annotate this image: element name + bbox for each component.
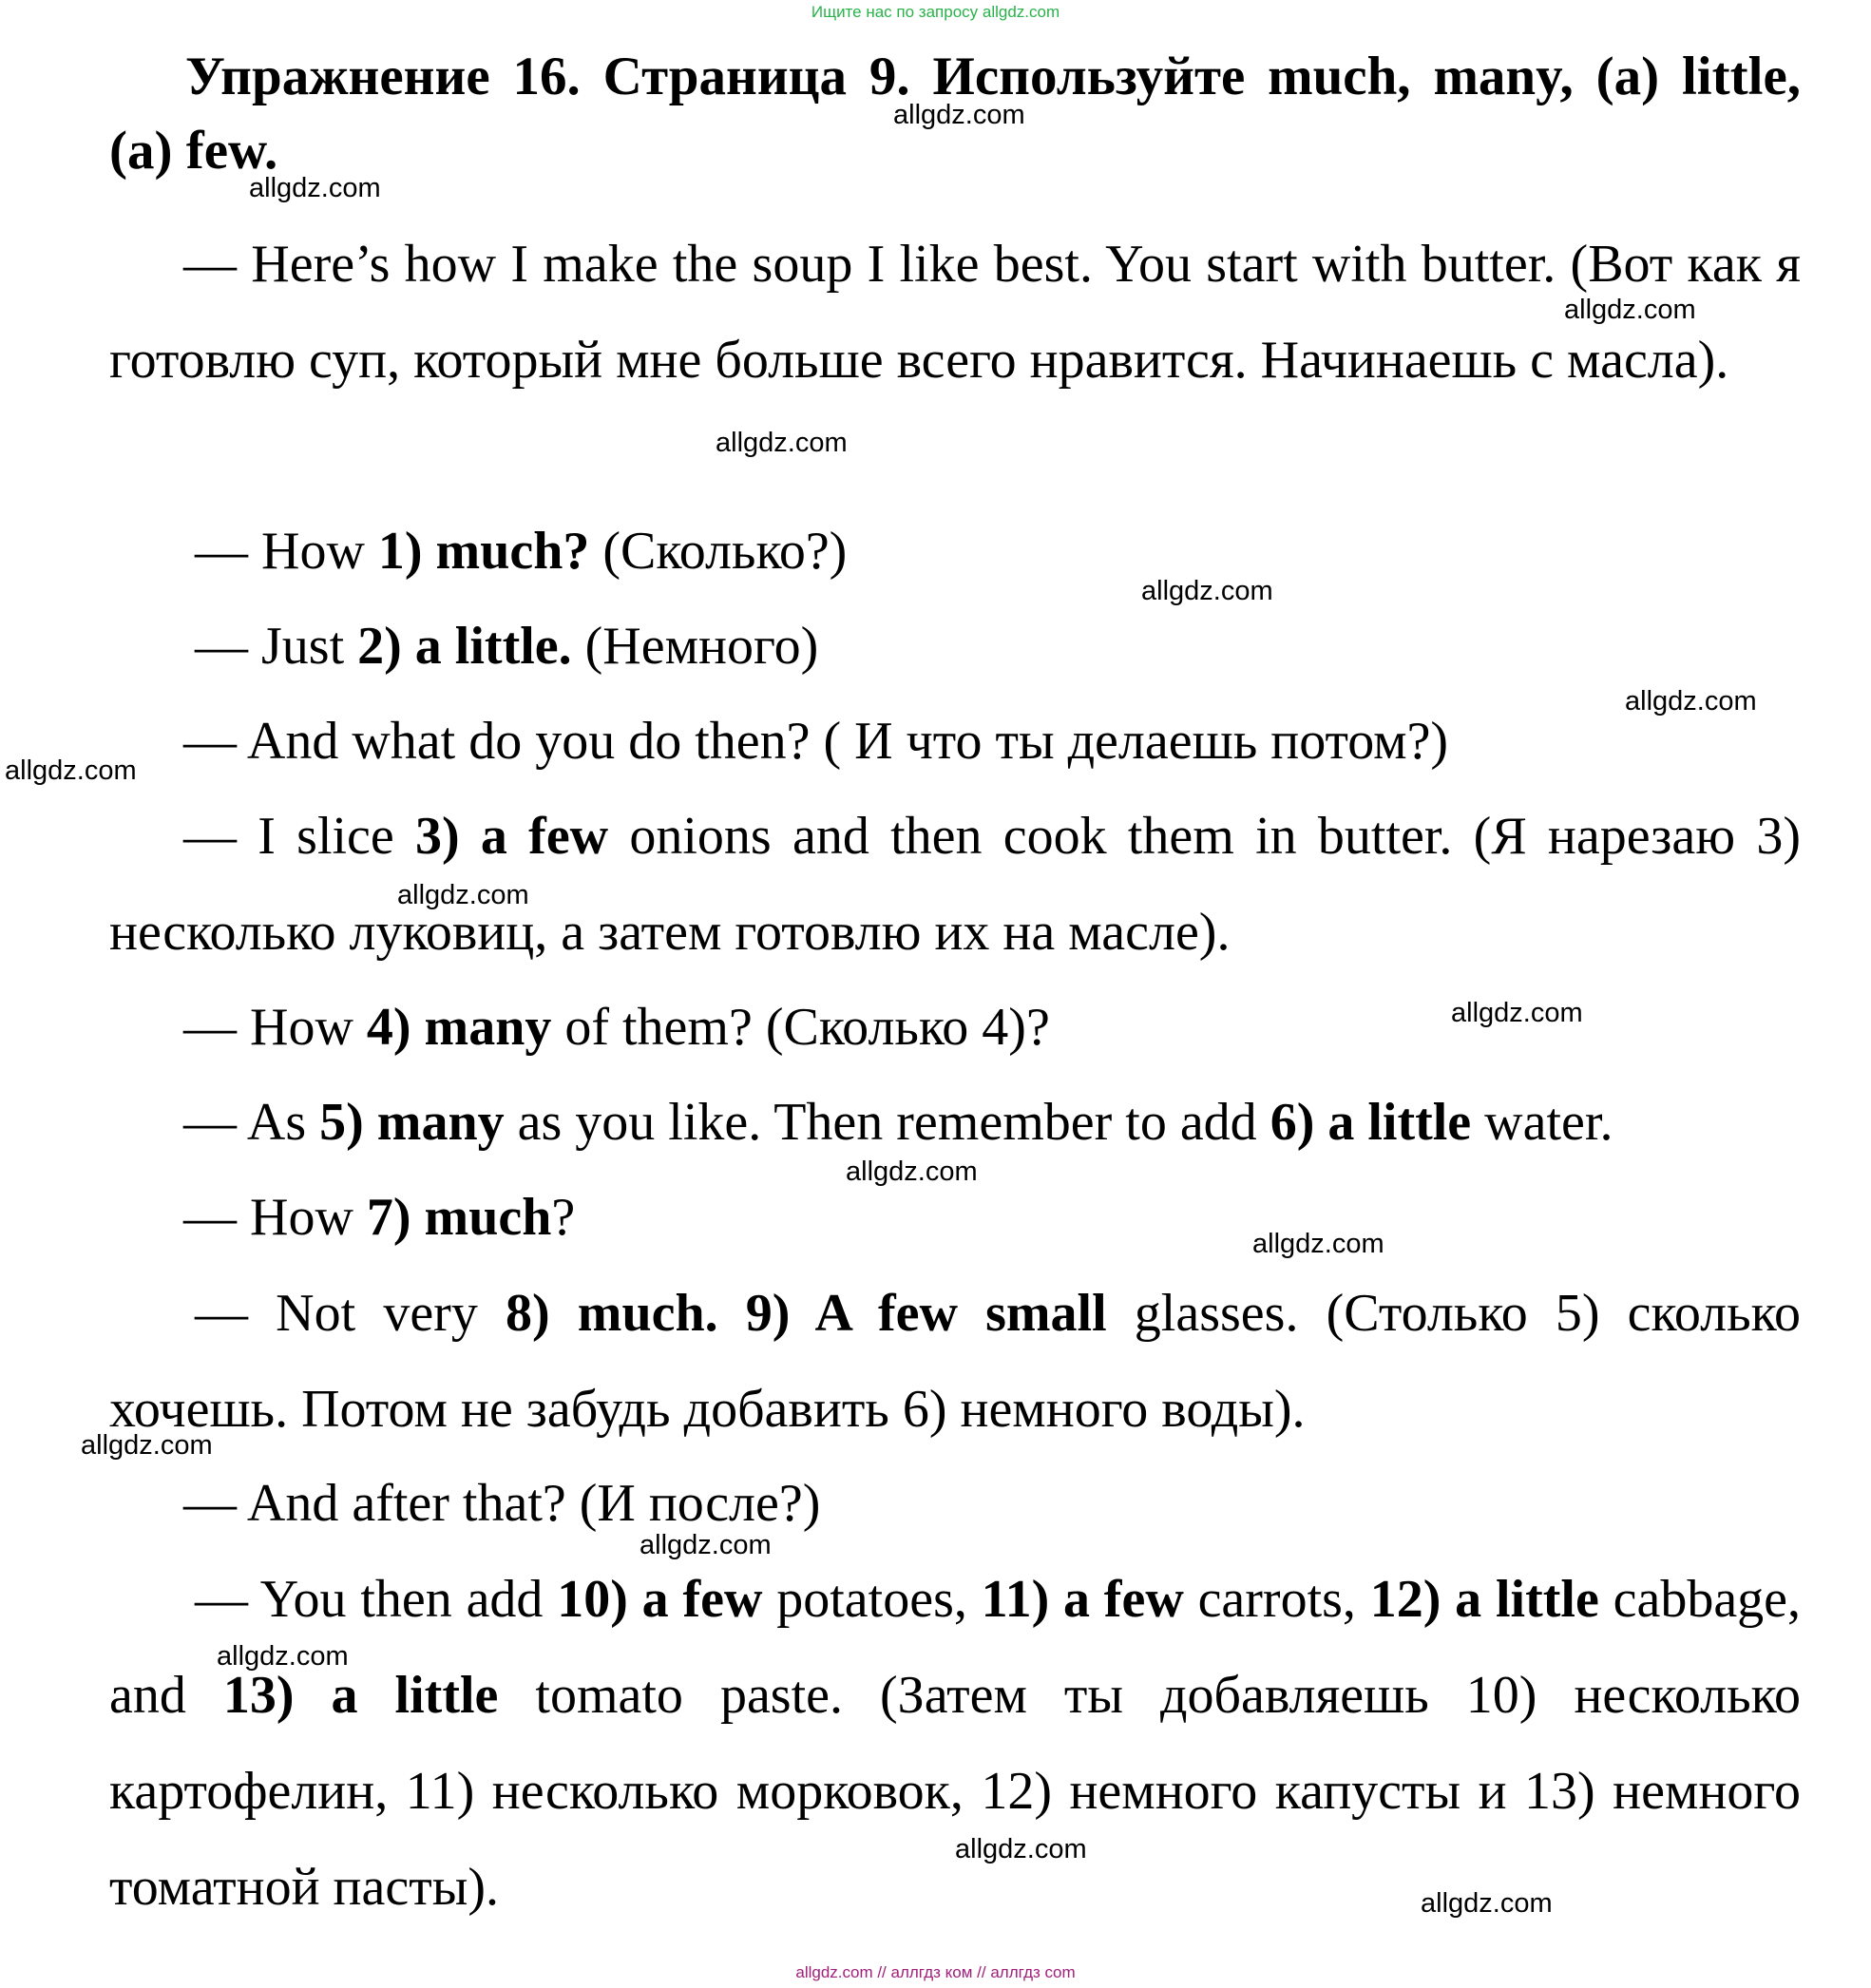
paragraph-4 <box>109 694 1801 790</box>
answer-text: 1) much? <box>377 522 590 581</box>
dialogue-text: — And what do you do then? ( И что ты делаешь потом?) <box>183 712 1449 771</box>
paragraph-3 <box>109 599 1801 695</box>
answer-text: 11) a few <box>981 1570 1184 1629</box>
watermark: allgdz.com <box>397 880 529 910</box>
watermark: allgdz.com <box>1421 1888 1553 1919</box>
watermark: allgdz.com <box>1625 686 1757 717</box>
answer-text: 10) a few <box>557 1570 763 1629</box>
dialogue-text: potatoes, <box>762 1570 982 1629</box>
dialogue-text: ? <box>551 1188 576 1247</box>
paragraph-2 <box>109 504 1801 600</box>
watermark: allgdz.com <box>893 100 1025 130</box>
watermark: allgdz.com <box>81 1430 213 1461</box>
dialogue-text: — How <box>183 1188 367 1247</box>
dialogue-text: as you like. Then remember to add <box>504 1093 1270 1152</box>
dialogue-text: — Just <box>195 617 358 676</box>
dialogue-text: (Сколько?) <box>589 522 848 581</box>
watermark: allgdz.com <box>955 1834 1087 1864</box>
watermark: allgdz.com <box>640 1530 772 1560</box>
watermark: allgdz.com <box>1252 1229 1384 1259</box>
dialogue-text: water. <box>1471 1093 1613 1152</box>
dialogue-text: — How <box>195 522 378 581</box>
dialogue-text: of them? (Сколько 4)? <box>551 998 1050 1057</box>
watermark: allgdz.com <box>1451 998 1583 1028</box>
watermark: allgdz.com <box>5 755 137 786</box>
dialogue-text: — How <box>183 998 367 1057</box>
dialogue-text: — As <box>183 1093 320 1152</box>
watermark: allgdz.com <box>716 428 848 458</box>
dialogue-text: glasses. (Столько 5) сколько хочешь. Потом не забудь добавить 6) немного воды). <box>109 1284 1802 1439</box>
paragraph-5 <box>109 789 1801 981</box>
dialogue-text: tomato paste. (Затем ты добавляешь 10) несколько картофелин, 11) несколько морковок, 12) немного капусты и 13) немного томатной пасты). <box>109 1666 1802 1917</box>
answer-text: 6) a little <box>1270 1093 1472 1152</box>
dialogue-text: cabbage, and <box>109 1570 1802 1725</box>
answer-text: 4) many <box>366 998 552 1057</box>
watermark: allgdz.com <box>846 1156 978 1187</box>
dialogue-text: carrots, <box>1183 1570 1370 1629</box>
dialogue-text: onions and then cook them in butter. (Я нарезаю 3) несколько луковиц, а затем готовлю их на масле). <box>109 807 1801 962</box>
paragraph-10 <box>109 1456 1801 1552</box>
paragraph-11 <box>109 1552 1801 1936</box>
watermark: allgdz.com <box>217 1641 349 1672</box>
watermark: allgdz.com <box>1141 576 1273 606</box>
answer-text: 2) a little. <box>357 617 572 676</box>
answer-text: 8) much. 9) A few small <box>505 1284 1107 1343</box>
dialogue-text: — I slice <box>183 807 416 866</box>
paragraph-9 <box>109 1266 1801 1458</box>
dialogue-text: — Not very <box>195 1284 506 1343</box>
dialogue-text: — You then add <box>195 1570 558 1629</box>
answer-text: 5) many <box>319 1093 505 1152</box>
dialogue-text: — Here’s how I make the soup I like best. You start with butter. (Вот как я готовлю суп, который мне больше всего нравится. Начинаешь с масла). <box>109 235 1801 390</box>
dialogue-text: (Немного) <box>571 617 819 676</box>
answer-text: 7) much <box>366 1188 552 1247</box>
exercise-title: Упражнение 16. Страница 9. Используйте much, many, (a) little, (a) few. <box>109 47 1801 181</box>
top-banner[interactable]: Ищите нас по запросу allgdz.com <box>811 3 1060 21</box>
answer-text: 3) a few <box>415 807 609 866</box>
dialogue-text: — And after that? (И после?) <box>183 1474 821 1533</box>
watermark: allgdz.com <box>249 173 381 203</box>
paragraph-1 <box>109 217 1801 409</box>
answer-text: 13) a little <box>222 1666 499 1725</box>
bottom-banner[interactable]: allgdz.com // аллгдз ком // аллгдз com <box>795 1963 1076 1981</box>
answer-text: 12) a little <box>1369 1570 1599 1629</box>
watermark: allgdz.com <box>1564 295 1696 325</box>
